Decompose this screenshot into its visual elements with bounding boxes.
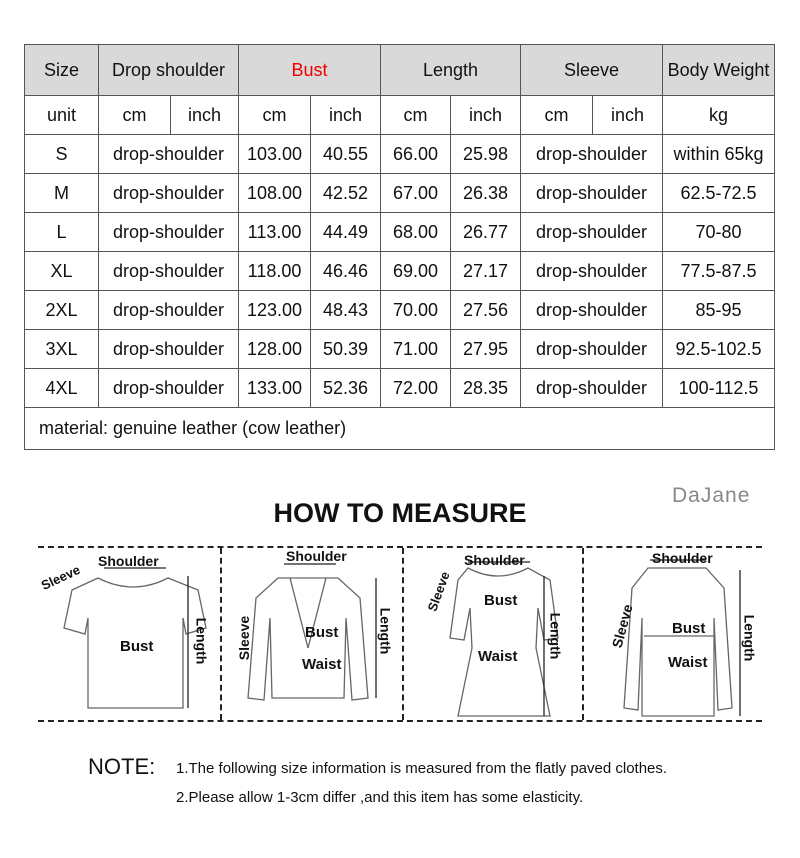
blazer-bust-label: Bust [305, 624, 339, 641]
table-cell: drop-shoulder [99, 252, 239, 291]
table-cell: 68.00 [381, 213, 451, 252]
table-cell: 100-112.5 [663, 369, 775, 408]
table-cell: 27.95 [451, 330, 521, 369]
header-length: Length [381, 45, 521, 96]
table-cell: 26.77 [451, 213, 521, 252]
table-cell: drop-shoulder [521, 369, 663, 408]
header-size: Size [25, 45, 99, 96]
header-row [25, 45, 775, 96]
table-cell: 40.55 [311, 135, 381, 174]
unit-cell: cm [239, 96, 311, 135]
blazer-length-label: Length [377, 607, 394, 655]
table-cell: XL [25, 252, 99, 291]
dress-length-label: Length [547, 612, 564, 660]
table-cell: 92.5-102.5 [663, 330, 775, 369]
size-chart-table [24, 44, 775, 450]
table-cell: 133.00 [239, 369, 311, 408]
dress-bust-label: Bust [484, 592, 518, 609]
table-cell: 42.52 [311, 174, 381, 213]
unit-cell: cm [521, 96, 593, 135]
table-cell: 70-80 [663, 213, 775, 252]
table-cell: 26.38 [451, 174, 521, 213]
material-note: material: genuine leather (cow leather) [25, 408, 775, 450]
table-cell: 113.00 [239, 213, 311, 252]
header-body-weight: Body Weight [663, 45, 775, 96]
table-cell: drop-shoulder [521, 213, 663, 252]
table-cell: 128.00 [239, 330, 311, 369]
unit-cell: kg [663, 96, 775, 135]
table-cell: 123.00 [239, 291, 311, 330]
table-row [25, 213, 775, 252]
table-cell: M [25, 174, 99, 213]
table-cell: 27.56 [451, 291, 521, 330]
unit-cell: inch [451, 96, 521, 135]
table-cell: drop-shoulder [99, 174, 239, 213]
blazer-shoulder-label: Shoulder [286, 548, 347, 564]
coat-sleeve-label: Sleeve [608, 602, 636, 650]
measure-diagrams [38, 546, 762, 722]
dress-shoulder-label: Shoulder [464, 552, 525, 568]
table-cell: 46.46 [311, 252, 381, 291]
note-line-2: 2.Please allow 1-3cm differ ,and this item has some elasticity. [176, 789, 584, 806]
table-cell: drop-shoulder [99, 291, 239, 330]
table-cell: 50.39 [311, 330, 381, 369]
table-cell: 67.00 [381, 174, 451, 213]
table-cell: drop-shoulder [521, 330, 663, 369]
header-drop-shoulder: Drop shoulder [99, 45, 239, 96]
table-cell: 85-95 [663, 291, 775, 330]
dress-sleeve-label: Sleeve [424, 569, 453, 614]
coat-bust-label: Bust [672, 620, 706, 637]
garment-outlines [38, 548, 762, 720]
table-cell: 4XL [25, 369, 99, 408]
table-cell: drop-shoulder [99, 135, 239, 174]
table-cell: drop-shoulder [521, 174, 663, 213]
table-row [25, 291, 775, 330]
unit-cell: cm [381, 96, 451, 135]
table-cell: drop-shoulder [99, 213, 239, 252]
table-cell: drop-shoulder [521, 291, 663, 330]
table-cell: 66.00 [381, 135, 451, 174]
table-cell: S [25, 135, 99, 174]
table-cell: 108.00 [239, 174, 311, 213]
blazer-waist-label: Waist [302, 656, 342, 673]
table-cell: 3XL [25, 330, 99, 369]
tshirt-bust-label: Bust [120, 638, 154, 655]
coat-shoulder-label: Shoulder [652, 550, 713, 566]
coat-icon [624, 560, 740, 716]
table-cell: 72.00 [381, 369, 451, 408]
table-row [25, 252, 775, 291]
table-cell: 52.36 [311, 369, 381, 408]
table-row [25, 174, 775, 213]
table-cell: drop-shoulder [521, 135, 663, 174]
unit-row [25, 96, 775, 135]
tshirt-length-label: Length [193, 617, 210, 665]
table-cell: L [25, 213, 99, 252]
table-row [25, 369, 775, 408]
table-cell: 44.49 [311, 213, 381, 252]
coat-length-label: Length [741, 614, 758, 662]
table-cell: 28.35 [451, 369, 521, 408]
table-cell: 25.98 [451, 135, 521, 174]
dress-waist-label: Waist [478, 648, 518, 665]
table-cell: 118.00 [239, 252, 311, 291]
unit-cell: cm [99, 96, 171, 135]
table-cell: 27.17 [451, 252, 521, 291]
table-cell: drop-shoulder [99, 330, 239, 369]
header-sleeve: Sleeve [521, 45, 663, 96]
table-cell: drop-shoulder [99, 369, 239, 408]
table-row [25, 330, 775, 369]
dress-icon [450, 562, 558, 716]
unit-cell: unit [25, 96, 99, 135]
table-cell: 70.00 [381, 291, 451, 330]
tshirt-shoulder-label: Shoulder [98, 553, 159, 569]
tshirt-sleeve-label: Sleeve [38, 561, 83, 594]
table-cell: within 65kg [663, 135, 775, 174]
brand-watermark: DaJane [672, 484, 751, 507]
table-cell: 77.5-87.5 [663, 252, 775, 291]
table-cell: drop-shoulder [521, 252, 663, 291]
note-line-1: 1.The following size information is measured from the flatly paved clothes. [176, 760, 668, 777]
blazer-sleeve-label: Sleeve [236, 615, 253, 661]
table-cell: 69.00 [381, 252, 451, 291]
header-bust: Bust [239, 45, 381, 96]
unit-cell: inch [593, 96, 663, 135]
table-cell: 103.00 [239, 135, 311, 174]
table-cell: 62.5-72.5 [663, 174, 775, 213]
unit-cell: inch [311, 96, 381, 135]
table-cell: 48.43 [311, 291, 381, 330]
measure-title: HOW TO MEASURE [273, 498, 527, 528]
table-row [25, 135, 775, 174]
note-label: NOTE: [88, 754, 156, 779]
coat-waist-label: Waist [668, 654, 708, 671]
table-cell: 2XL [25, 291, 99, 330]
unit-cell: inch [171, 96, 239, 135]
table-cell: 71.00 [381, 330, 451, 369]
